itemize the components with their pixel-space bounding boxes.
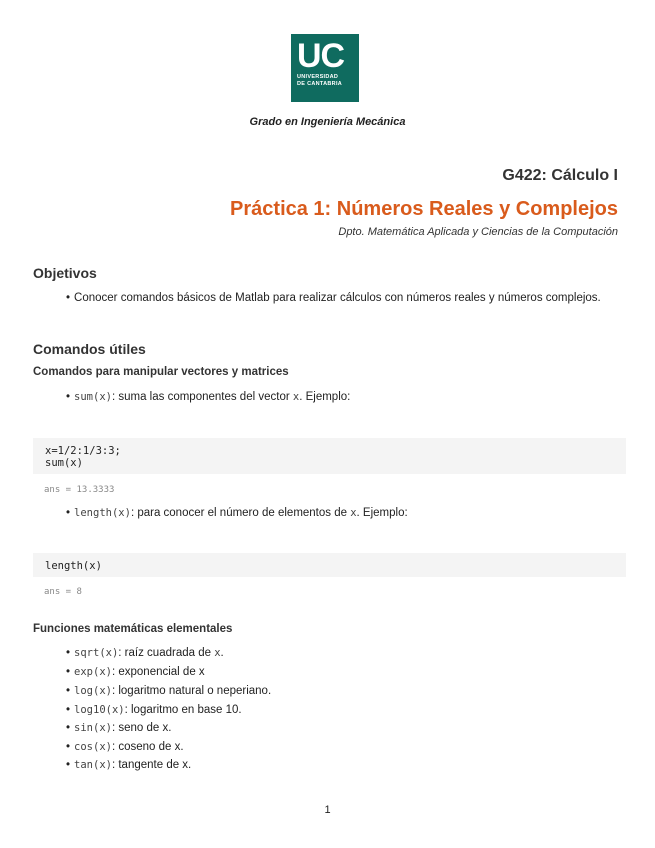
code-block-length <box>33 553 626 577</box>
code-line: x=1/2:1/3:3; <box>45 445 121 457</box>
course-title: G422: Cálculo I <box>502 167 618 184</box>
university-logo <box>291 34 359 102</box>
func-item: • log10(x): logaritmo en base 10. <box>66 704 242 716</box>
func-item: • exp(x): exponencial de x <box>66 666 205 678</box>
func-text: : logaritmo natural o neperiano. <box>111 685 272 697</box>
func-tail: . <box>220 647 224 659</box>
func-code: log(x) <box>74 685 112 697</box>
degree-name: Grado en Ingeniería Mecánica <box>249 116 406 128</box>
code-block-sum <box>33 438 626 474</box>
length-code: length(x) <box>74 507 131 519</box>
length-text-end: . Ejemplo: <box>356 507 408 519</box>
logo-line-2: DE CANTABRIA <box>297 81 343 87</box>
func-var: x <box>214 647 221 659</box>
sum-code: sum(x) <box>74 391 112 403</box>
output-sum: ans = 13.3333 <box>44 485 115 495</box>
func-item: • sqrt(x): raíz cuadrada de x. <box>66 647 224 659</box>
sum-text-end: . Ejemplo: <box>299 391 351 403</box>
logo-mark: UC <box>297 37 345 75</box>
func-text: : raíz cuadrada de <box>118 647 215 659</box>
code-line: sum(x) <box>45 457 83 469</box>
practice-title: Práctica 1: Números Reales y Complejos <box>230 198 618 220</box>
objetivo-item: • Conocer comandos básicos de Matlab para realizar cálculos con números reales y números complejos. <box>66 292 601 304</box>
func-item: • log(x): logaritmo natural o neperiano. <box>66 685 272 697</box>
vectores-heading: Comandos para manipular vectores y matrices <box>33 366 289 378</box>
comandos-heading: Comandos útiles <box>33 341 146 357</box>
funciones-heading: Funciones matemáticas elementales <box>33 623 233 635</box>
func-item: • tan(x): tangente de x. <box>66 759 192 771</box>
func-code: cos(x) <box>74 741 112 753</box>
func-item: • sin(x): seno de x. <box>66 722 172 734</box>
func-text: : coseno de x. <box>111 741 184 753</box>
length-var: x <box>350 507 357 519</box>
logo-line-1: UNIVERSIDAD <box>297 74 339 80</box>
func-code: log10(x) <box>74 704 125 716</box>
func-code: sin(x) <box>74 722 112 734</box>
department-name: Dpto. Matemática Aplicada y Ciencias de la Computación <box>338 226 618 238</box>
objetivos-heading: Objetivos <box>33 265 97 281</box>
sum-var: x <box>292 391 300 403</box>
length-text: : para conocer el número de elementos de <box>130 507 351 519</box>
func-code: sqrt(x) <box>74 647 119 659</box>
func-text: : logaritmo en base 10. <box>124 704 242 716</box>
func-item: • cos(x): coseno de x. <box>66 741 184 753</box>
func-code: exp(x) <box>74 666 112 678</box>
page-number: 1 <box>324 804 331 816</box>
code-line: length(x) <box>45 560 102 572</box>
func-text: : seno de x. <box>111 722 172 734</box>
sum-text: : suma las componentes del vector <box>111 391 293 403</box>
func-code: tan(x) <box>74 759 112 771</box>
output-length: ans = 8 <box>44 587 82 597</box>
objetivo-text: Conocer comandos básicos de Matlab para realizar cálculos con números reales y números complejos. <box>74 292 601 304</box>
func-text: : tangente de x. <box>111 759 192 771</box>
length-item: • length(x): para conocer el número de elementos de x. Ejemplo: <box>66 507 408 519</box>
func-text: : exponencial de x <box>111 666 205 678</box>
sum-item: • sum(x): suma las componentes del vector x. Ejemplo: <box>66 391 351 403</box>
